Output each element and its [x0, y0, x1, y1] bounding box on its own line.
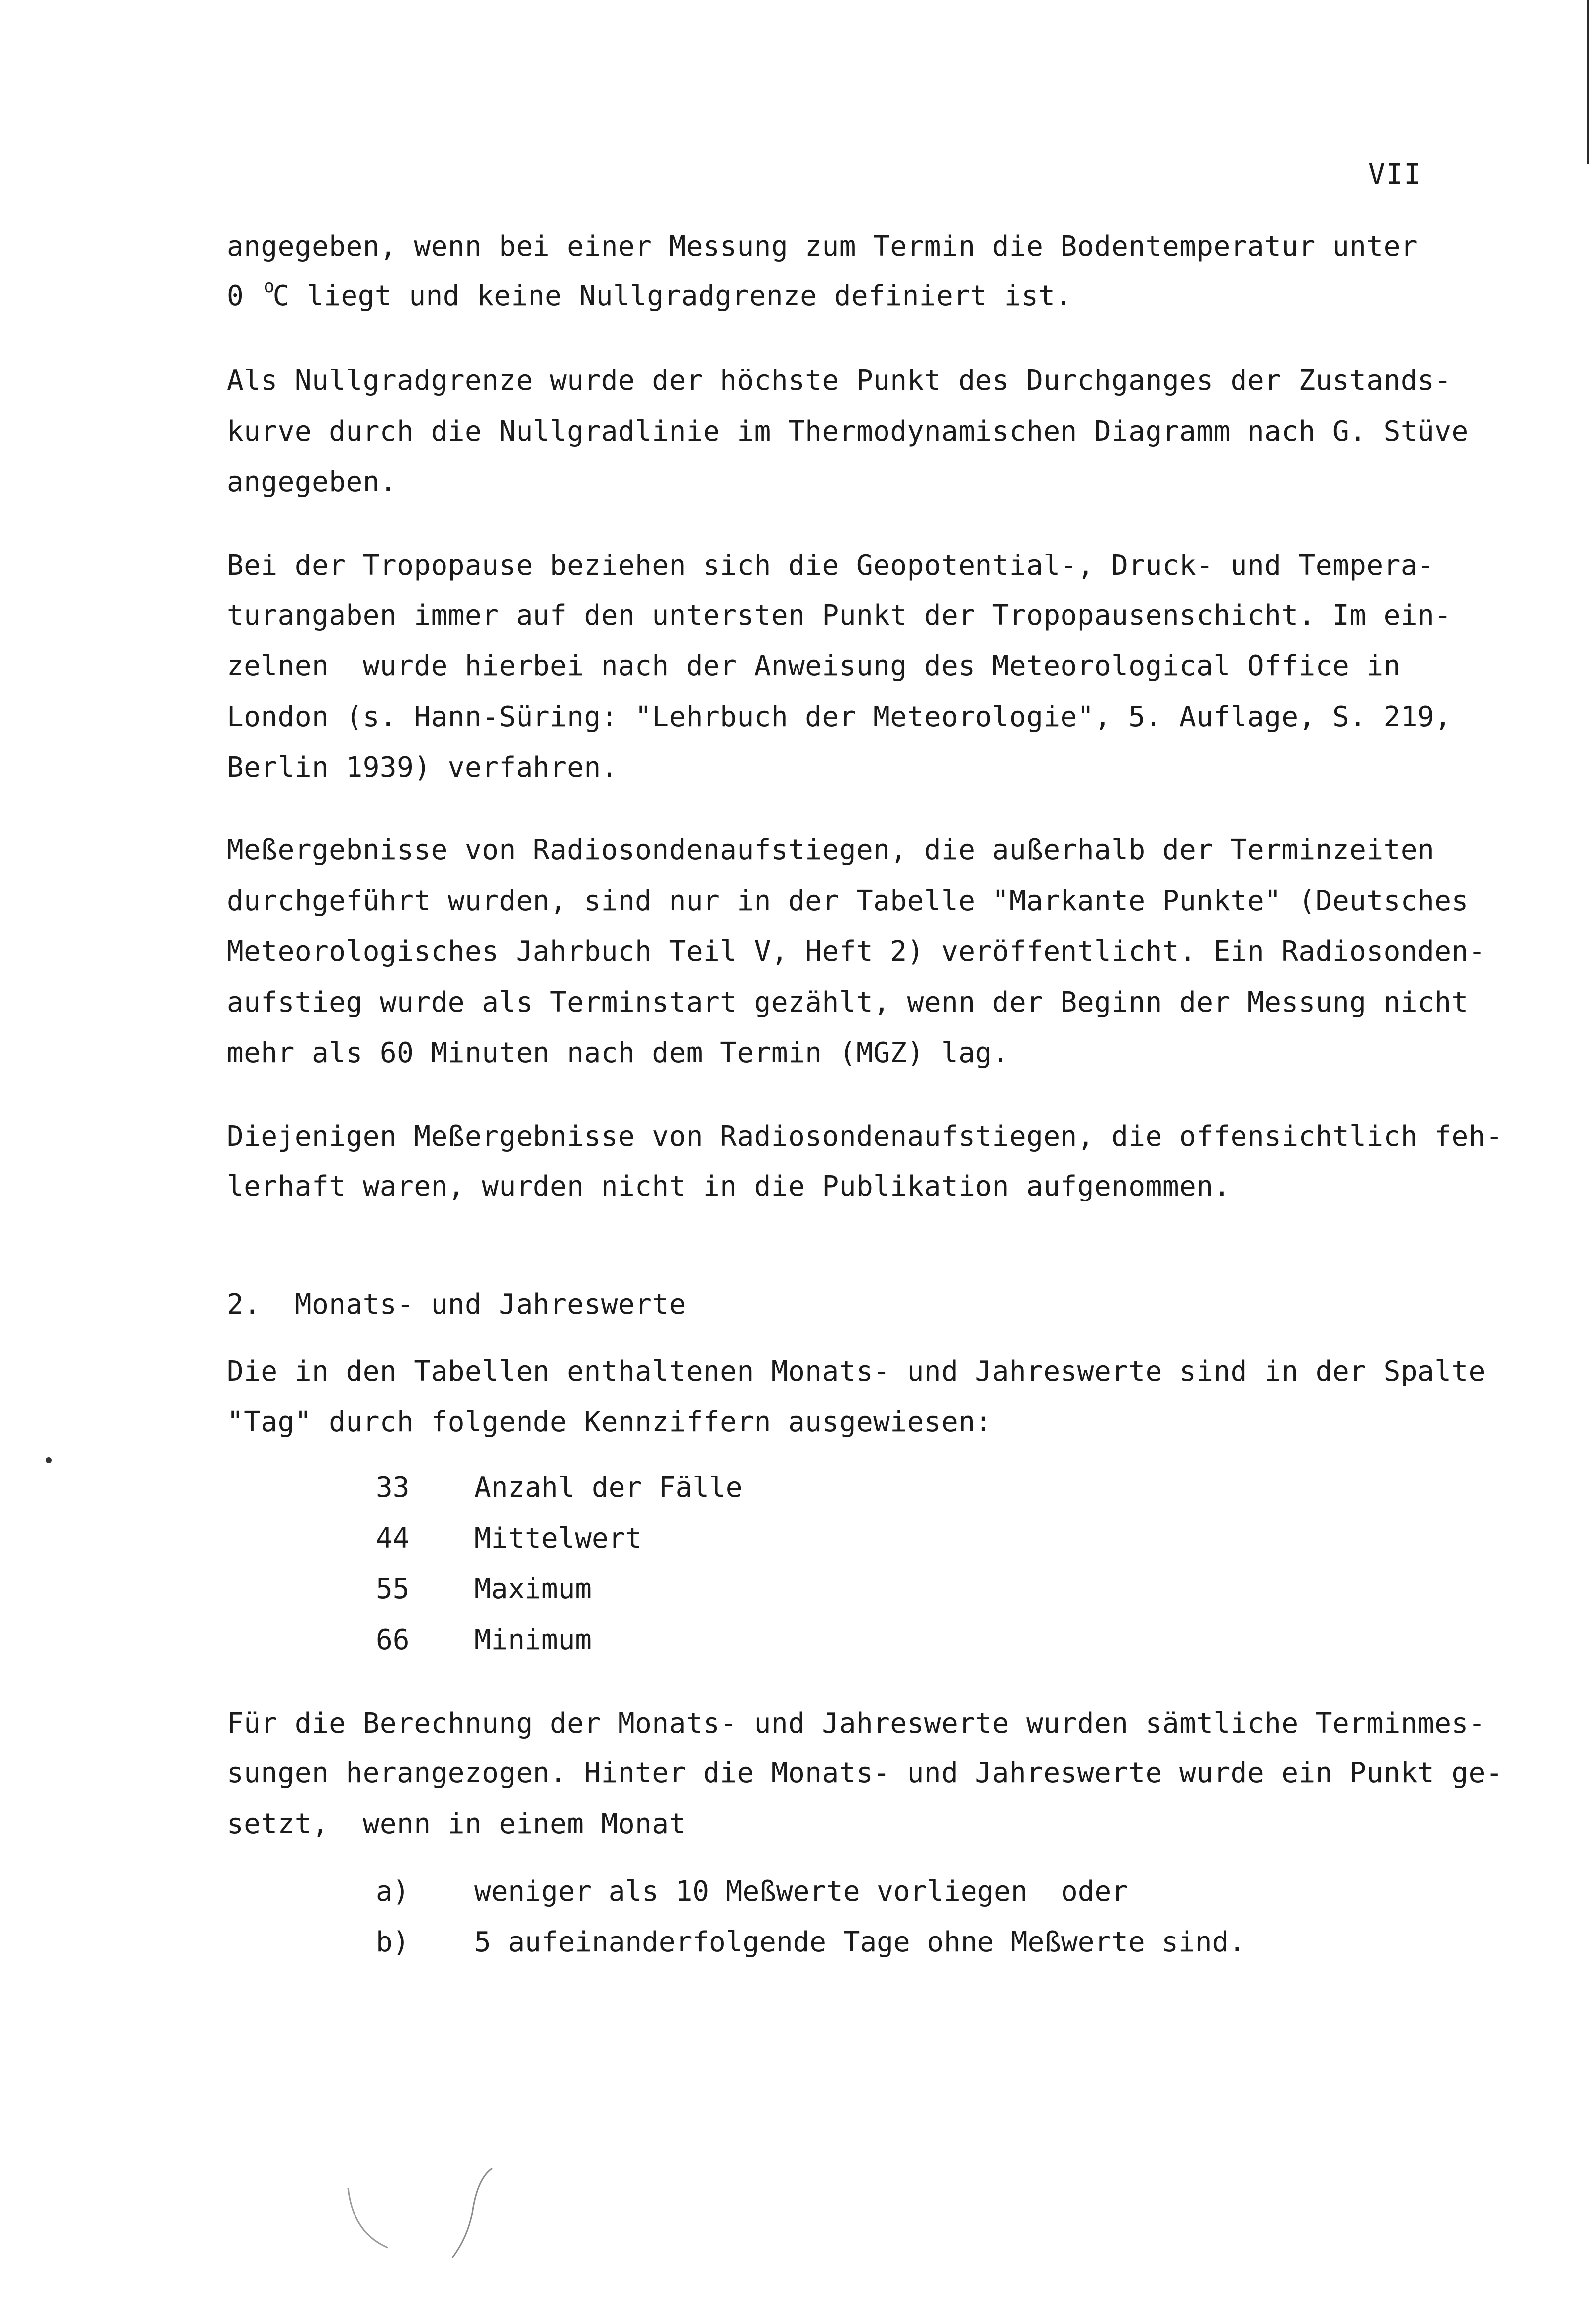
paragraph-3-line-5: Berlin 1939) verfahren. [227, 751, 618, 784]
code-66-label: Minimum [474, 1624, 592, 1656]
closing-line-2: sungen herangezogen. Hinter die Monats- und Jahreswerte wurde ein Punkt ge- [227, 1757, 1503, 1789]
condition-b-text: 5 aufeinanderfolgende Tage ohne Meßwerte sind. [474, 1926, 1245, 1958]
paragraph-4-line-4: aufstieg wurde als Terminstart gezählt, wenn der Beginn der Messung nicht [227, 986, 1469, 1018]
paragraph-3-line-1: Bei der Tropopause beziehen sich die Geopotential-, Druck- und Tempera- [227, 550, 1435, 582]
closing-line-1: Für die Berechnung der Monats- und Jahreswerte wurden sämtliche Terminmes- [227, 1707, 1486, 1740]
condition-a-text: weniger als 10 Meßwerte vorliegen oder [474, 1875, 1128, 1908]
code-44: 44 [376, 1522, 410, 1555]
code-55: 55 [376, 1573, 410, 1605]
paragraph-4-line-2: durchgeführt wurden, sind nur in der Tabelle "Markante Punkte" (Deutsches [227, 885, 1469, 917]
section-intro-line-1: Die in den Tabellen enthaltenen Monats- und Jahreswerte sind in der Spalte [227, 1355, 1486, 1387]
section-heading: 2. Monats- und Jahreswerte [227, 1289, 686, 1321]
paragraph-3-line-2: turangaben immer auf den untersten Punkt der Tropopausenschicht. Im ein- [227, 599, 1452, 632]
paragraph-2-line-2: kurve durch die Nullgradlinie im Thermodynamischen Diagramm nach G. Stüve [227, 415, 1469, 448]
condition-b-marker: b) [376, 1926, 410, 1958]
closing-line-3: setzt, wenn in einem Monat [227, 1808, 686, 1840]
code-66: 66 [376, 1624, 410, 1656]
section-intro-line-2: "Tag" durch folgende Kennziffern ausgewiesen: [227, 1406, 992, 1438]
paragraph-1-line-1: angegeben, wenn bei einer Messung zum Termin die Bodentemperatur unter [227, 230, 1418, 263]
degree-symbol: o [264, 277, 275, 297]
code-44-label: Mittelwert [474, 1522, 642, 1555]
pencil-scribble-mark [343, 2158, 512, 2268]
paragraph-1-line-2: 0 $^o$C liegt und keine Nullgradgrenze definiert ist. [227, 277, 1072, 312]
paragraph-4-line-5: mehr als 60 Minuten nach dem Termin (MGZ) lag. [227, 1037, 1009, 1069]
code-55-label: Maximum [474, 1573, 592, 1605]
code-33: 33 [376, 1472, 410, 1504]
paragraph-5-line-1: Diejenigen Meßergebnisse von Radiosondenaufstiegen, die offensichtlich feh- [227, 1120, 1503, 1153]
paragraph-2-line-1: Als Nullgradgrenze wurde der höchste Punkt des Durchganges der Zustands- [227, 365, 1452, 397]
paragraph-2-line-3: angegeben. [227, 466, 397, 498]
code-33-label: Anzahl der Fälle [474, 1472, 743, 1504]
paragraph-4-line-1: Meßergebnisse von Radiosondenaufstiegen, die außerhalb der Terminzeiten [227, 834, 1435, 866]
stray-ink-dot [46, 1457, 52, 1463]
page-number: VII [1368, 158, 1422, 190]
paragraph-3-line-4: London (s. Hann-Süring: "Lehrbuch der Meteorologie", 5. Auflage, S. 219, [227, 701, 1452, 733]
paragraph-3-line-3: zelnen wurde hierbei nach der Anweisung des Meteorological Office in [227, 650, 1401, 682]
paragraph-4-line-3: Meteorologisches Jahrbuch Teil V, Heft 2) veröffentlicht. Ein Radiosonden- [227, 935, 1486, 968]
paragraph-5-line-2: lerhaft waren, wurden nicht in die Publikation aufgenommen. [227, 1170, 1231, 1202]
condition-a-marker: a) [376, 1875, 410, 1908]
scan-edge-mark [1587, 0, 1589, 164]
